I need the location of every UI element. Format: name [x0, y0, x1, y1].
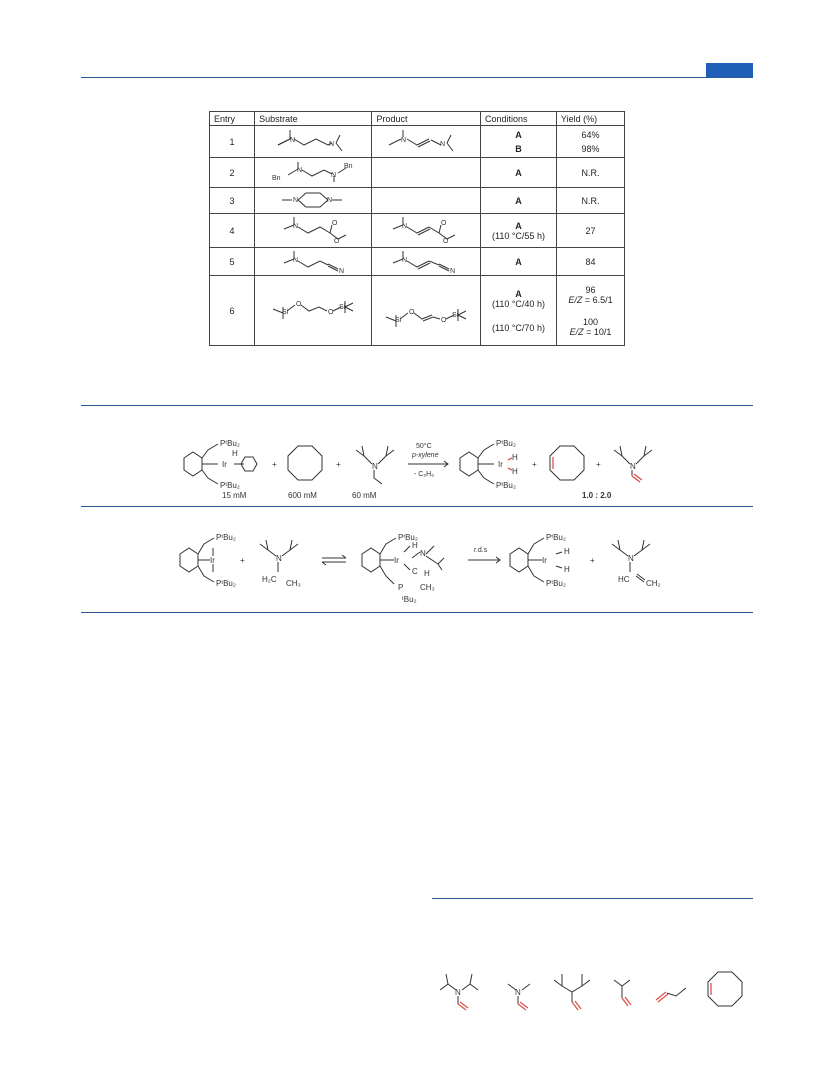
si-label: Si: [452, 311, 459, 319]
ir-label: Ir: [542, 556, 547, 565]
substrate-5-structure: [268, 249, 358, 273]
ir-label: Ir: [498, 460, 503, 469]
substrate-structure: [255, 214, 372, 248]
condition-detail: (110 °C/70 h): [491, 322, 545, 333]
concentration-label: 15 mM: [222, 491, 247, 500]
col-conditions: Conditions: [481, 112, 557, 126]
product-5-structure: [381, 249, 471, 273]
plus-sign: +: [336, 460, 341, 469]
substrate-table: [209, 111, 625, 346]
n-label: N: [450, 267, 456, 275]
product-structure: [372, 126, 481, 158]
yield-cell: [556, 276, 624, 346]
table-row: [210, 276, 625, 346]
p-label: P: [398, 583, 404, 592]
transition-complex: [362, 533, 444, 604]
c-label: C: [412, 567, 418, 576]
substrate-3-structure: [268, 189, 358, 211]
structure-diisopropyl-enamine: [440, 974, 478, 1010]
n-label: N: [401, 136, 407, 144]
dihydride-complex: [510, 533, 570, 588]
pbu-label: PᵗBu₂: [216, 533, 236, 542]
h-label: H: [412, 541, 418, 550]
n-label: N: [402, 222, 408, 230]
n-label: N: [455, 988, 461, 997]
ez-ratio: [561, 327, 620, 337]
condition-b: B: [515, 143, 522, 154]
n-label: N: [628, 554, 634, 563]
olefin-structures: [430, 960, 770, 1030]
entry-cell: 5: [210, 248, 255, 276]
conditions-cell: A: [481, 158, 557, 188]
pbu-label: PᵗBu₂: [546, 579, 566, 588]
ez-value: = 10/1: [583, 326, 612, 337]
h-label: H: [564, 565, 570, 574]
n-label: N: [290, 136, 296, 144]
plus-sign: +: [590, 556, 595, 565]
entry-cell: 1: [210, 126, 255, 158]
concentration-label: 60 mM: [352, 491, 377, 500]
figure-rule: [432, 898, 753, 899]
product-6-structure: [378, 299, 474, 333]
conditions-cell: [481, 126, 557, 158]
ch2-label: CH₂: [646, 579, 661, 588]
triethylamine-structure: [260, 540, 301, 588]
n-label: N: [420, 549, 426, 558]
n-label: N: [515, 988, 521, 997]
yield-cell: 84: [556, 248, 624, 276]
n-label: N: [630, 462, 636, 471]
substrate-structure: [255, 158, 372, 188]
table-row: [210, 188, 625, 214]
plus-sign: +: [596, 460, 601, 469]
substrate-structure: [255, 248, 372, 276]
entry-cell: 2: [210, 158, 255, 188]
h-label: H: [232, 449, 238, 458]
condition-detail: (110 °C/40 h): [491, 298, 545, 309]
arrow-byproduct: - C₆H₆: [414, 471, 435, 478]
scheme2: [0, 512, 833, 612]
condition-a: A: [515, 220, 522, 231]
ir-label: Ir: [222, 460, 227, 469]
table-row: [210, 214, 625, 248]
n-label: N: [327, 196, 333, 204]
pbu-label: PᵗBu₂: [546, 533, 566, 542]
si-label: Si: [395, 316, 402, 324]
pincer-complex-3: [180, 533, 236, 588]
si-label: Si: [282, 308, 289, 316]
product-ratio: 1.0 : 2.0: [582, 491, 612, 500]
concentration-label: 600 mM: [288, 491, 317, 500]
product-empty: [372, 188, 481, 214]
ir-label: Ir: [394, 556, 399, 565]
condition-a: A: [515, 129, 522, 140]
enamine-product: [614, 446, 652, 482]
n-label: N: [402, 256, 408, 264]
si-label: Si: [339, 303, 346, 311]
yield-cell: N.R.: [556, 188, 624, 214]
plus-sign: +: [272, 460, 277, 469]
product-4-structure: [381, 215, 471, 245]
tbu-label: ᵗBu₂: [402, 595, 417, 604]
n-label: N: [293, 256, 299, 264]
pbu-label: PᵗBu₂: [220, 439, 240, 448]
pincer-complex-1: [184, 439, 257, 490]
condition-detail: (110 °C/55 h): [491, 230, 545, 241]
header-tab: [706, 63, 753, 77]
structure-branched-alkene: [554, 974, 590, 1010]
product-structure: [372, 276, 481, 346]
entry-cell: 6: [210, 276, 255, 346]
n-label: N: [297, 166, 303, 174]
substrate-6-structure: [265, 295, 361, 325]
condition-a: A: [515, 288, 522, 299]
substrate-1-structure: [268, 127, 358, 155]
structure-cyclooctene: [708, 972, 742, 1006]
product-structure: [372, 214, 481, 248]
o-label: O: [328, 308, 334, 316]
entry-cell: 3: [210, 188, 255, 214]
ez-ratio: [561, 295, 620, 305]
product-1-structure: [381, 127, 471, 155]
col-entry: Entry: [210, 112, 255, 126]
ch3-label: CH₃: [286, 579, 301, 588]
scheme2-bottom-rule: [81, 612, 753, 613]
reaction-arrow: [408, 461, 448, 467]
n-label: N: [293, 222, 299, 230]
product-structure: [372, 248, 481, 276]
n-label: N: [276, 554, 282, 563]
ez-label: E/Z: [568, 294, 583, 305]
h2c-label: H₂C: [262, 575, 277, 584]
entry-cell: 4: [210, 214, 255, 248]
scheme1-top-rule: [81, 405, 753, 406]
table-row: [210, 126, 625, 158]
h-label: H: [512, 467, 518, 476]
cyclooctene: [550, 446, 584, 480]
h-label: H: [512, 453, 518, 462]
o-label: O: [334, 237, 340, 245]
ch3-label: CH₃: [420, 583, 435, 592]
yield-value: 100: [582, 316, 598, 327]
bn-label: Bn: [344, 162, 353, 170]
bn-label: Bn: [272, 174, 281, 182]
pbu-label: PᵗBu₂: [496, 481, 516, 490]
n-label: N: [440, 140, 446, 148]
pincer-complex-2: [460, 439, 518, 490]
o-label: O: [296, 300, 302, 308]
n-label: N: [331, 171, 337, 179]
table-row: [210, 248, 625, 276]
substrate-4-structure: [268, 215, 358, 245]
n-label: N: [329, 140, 335, 148]
scheme1: [0, 420, 833, 520]
pbu-label: PᵗBu₂: [220, 481, 240, 490]
rds-label: r.d.s: [474, 547, 488, 554]
hc-label: HC: [618, 575, 630, 584]
col-yield: Yield (%): [556, 112, 624, 126]
scheme2-top-rule: [81, 506, 753, 507]
yield-cell: [556, 126, 624, 158]
plus-sign: +: [532, 460, 537, 469]
conditions-cell: [481, 276, 557, 346]
n-label: N: [293, 196, 299, 204]
equilibrium-arrow: [322, 555, 346, 565]
h-label: H: [564, 547, 570, 556]
col-product: Product: [372, 112, 481, 126]
plus-sign: +: [240, 556, 245, 565]
pbu-label: PᵗBu₂: [216, 579, 236, 588]
conditions-cell: [481, 214, 557, 248]
yield-value: 64%: [581, 129, 600, 140]
o-label: O: [443, 237, 449, 245]
o-label: O: [409, 308, 415, 316]
enamine-structure: [612, 540, 661, 588]
ez-value: = 6.5/1: [582, 294, 613, 305]
o-label: O: [441, 316, 447, 324]
structure-methyl-butene: [614, 980, 631, 1006]
table-row: [210, 158, 625, 188]
product-empty: [372, 158, 481, 188]
o-label: O: [441, 219, 447, 227]
conditions-cell: A: [481, 188, 557, 214]
yield-value: 96: [585, 284, 596, 295]
pbu-label: PᵗBu₂: [496, 439, 516, 448]
header-rule: [81, 77, 753, 78]
substrate-structure: [255, 126, 372, 158]
substrate-structure: [255, 276, 372, 346]
substrate-structure: [255, 188, 372, 214]
n-label: N: [372, 462, 378, 471]
substrate-2-structure: [268, 160, 358, 184]
yield-cell: N.R.: [556, 158, 624, 188]
yield-cell: 27: [556, 214, 624, 248]
h-label: H: [424, 569, 430, 578]
ir-label: Ir: [210, 556, 215, 565]
ez-label: E/Z: [569, 326, 584, 337]
arrow-solvent: p-xylene: [412, 452, 439, 459]
n-label: N: [339, 267, 345, 275]
structure-dimethyl-enamine: [508, 984, 530, 1010]
pbu-label: PᵗBu₂: [398, 533, 418, 542]
o-label: O: [332, 219, 338, 227]
rds-arrow: [468, 557, 500, 563]
arrow-temp: 50°C: [416, 443, 432, 450]
table-header-row: [210, 112, 625, 126]
col-substrate: Substrate: [255, 112, 372, 126]
conditions-cell: A: [481, 248, 557, 276]
structure-butene: [656, 988, 686, 1002]
cyclooctane: [288, 446, 322, 480]
yield-value: 98%: [581, 143, 600, 154]
